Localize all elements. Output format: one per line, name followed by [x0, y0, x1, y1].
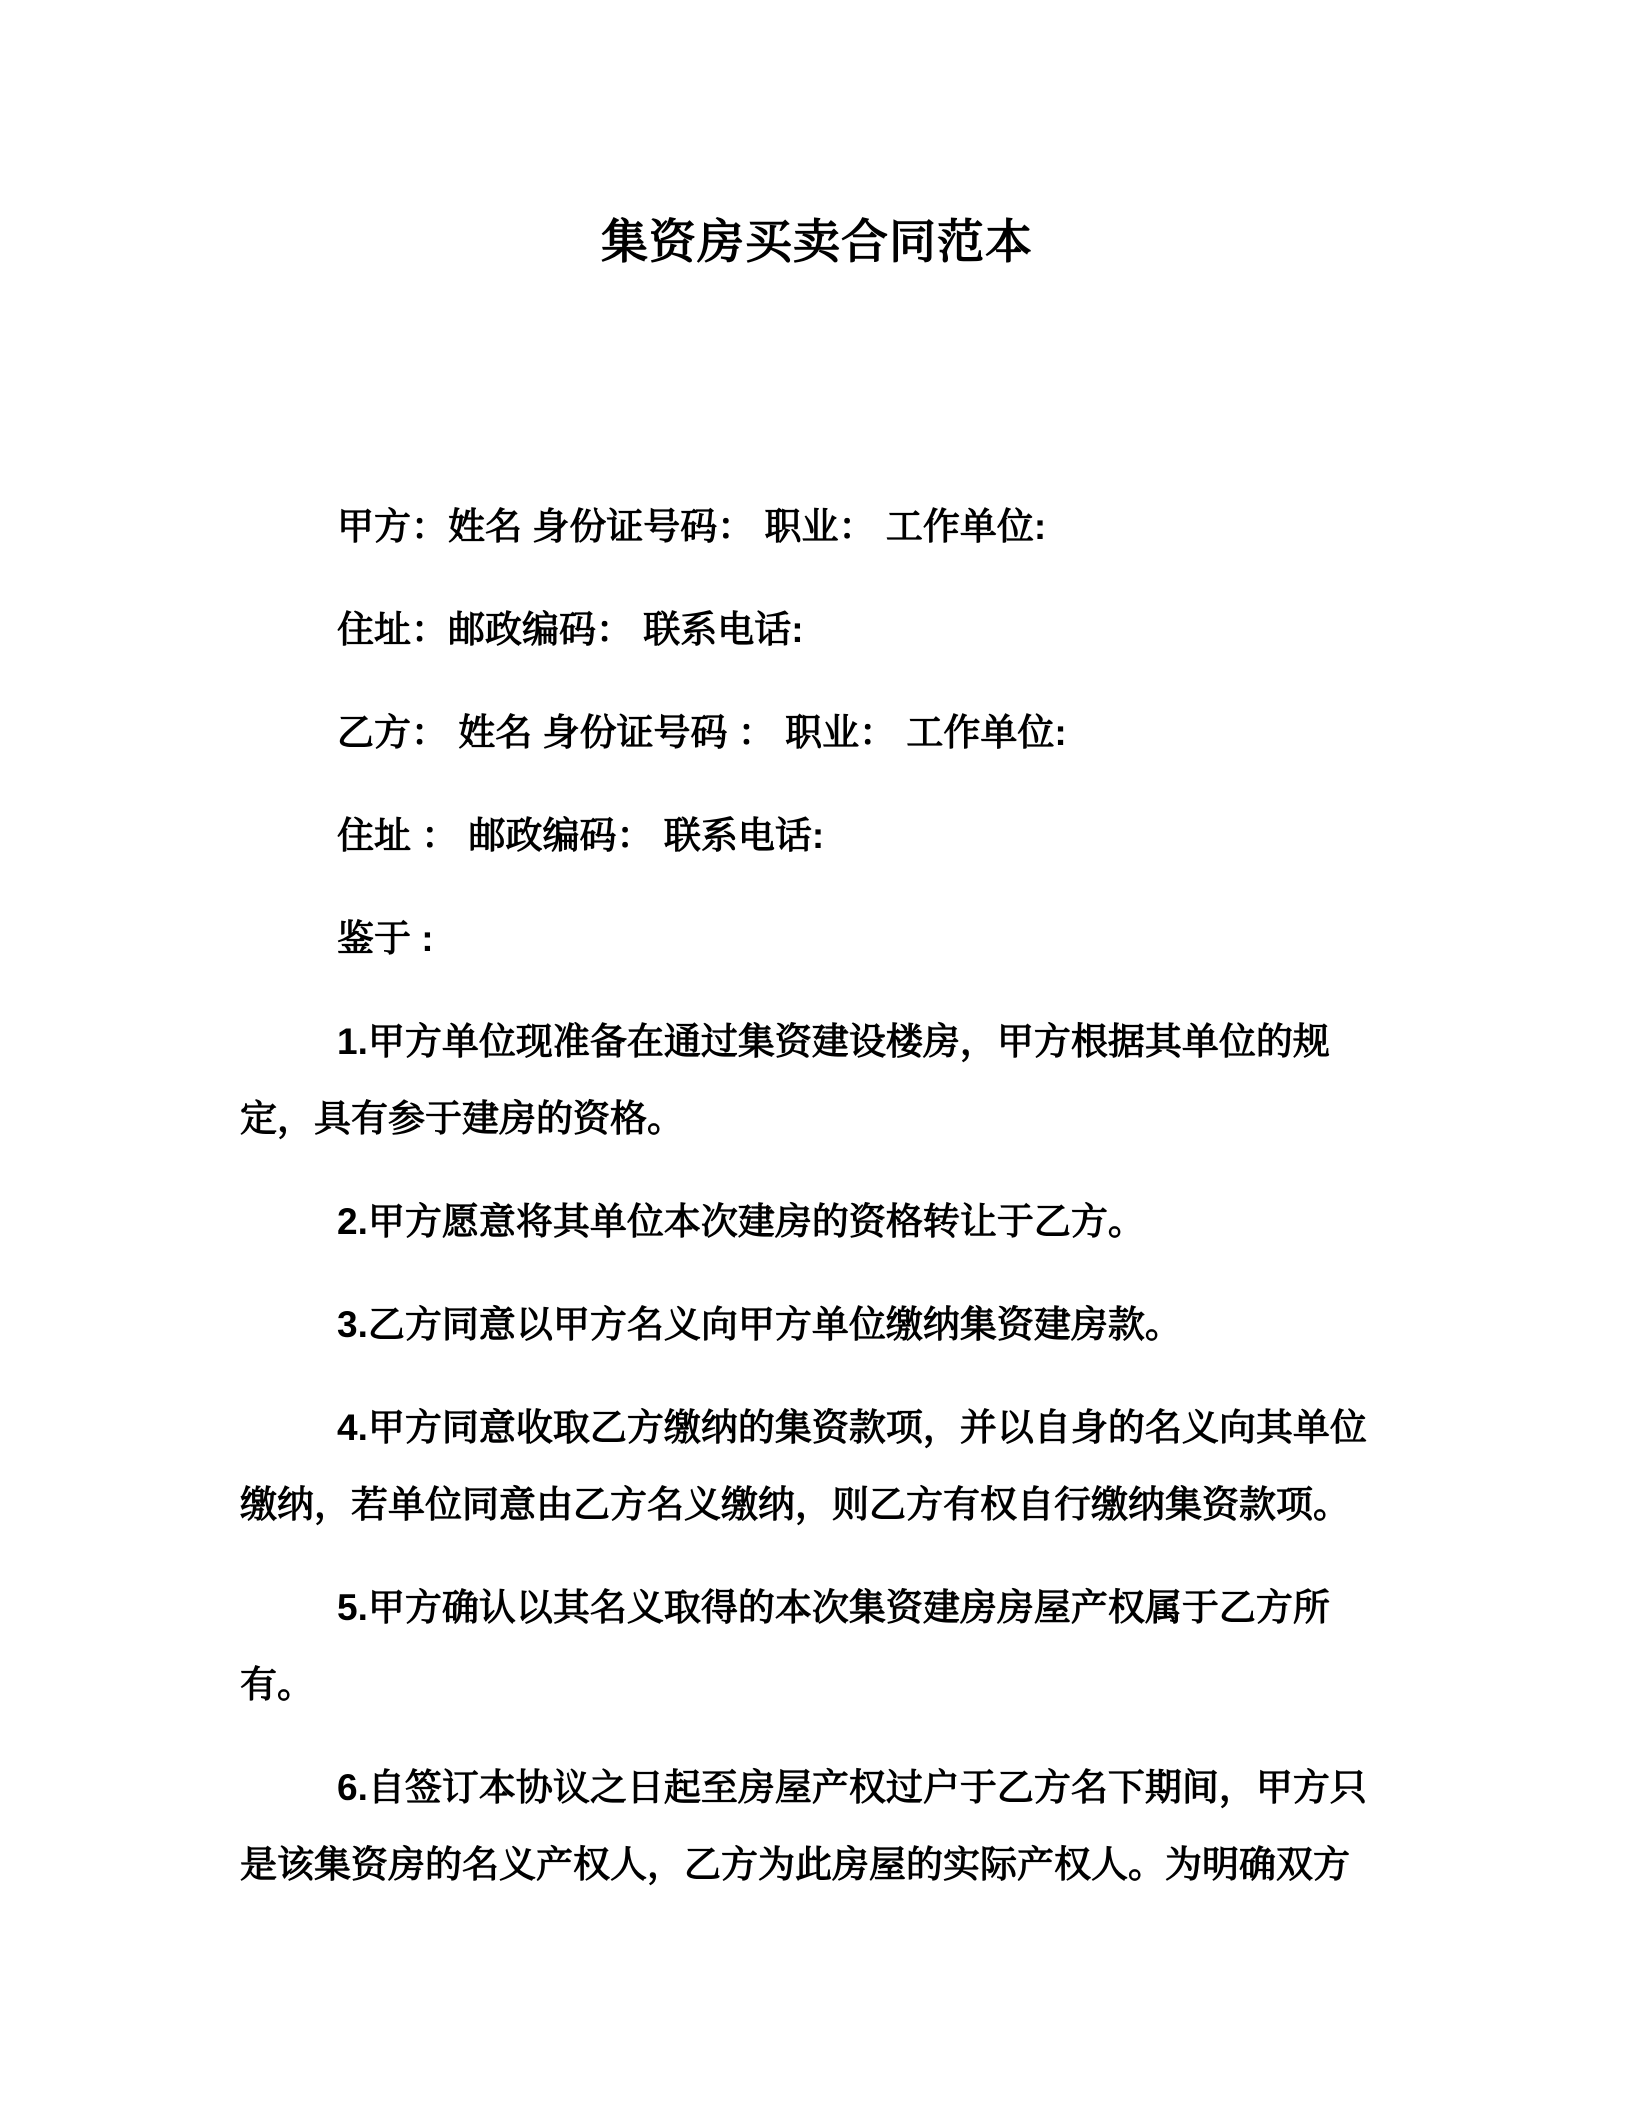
clause-6: 6.自签订本协议之日起至房屋产权过户于乙方名下期间，甲方只是该集资房的名义产权人，乙方为此房屋的实际产权人。为明确双方	[240, 1767, 1367, 1885]
clause-3: 3.乙方同意以甲方名义向甲方单位缴纳集资建房款。	[337, 1304, 1182, 1345]
clause-2: 2.甲方愿意将其单位本次建房的资格转让于乙方。	[337, 1201, 1145, 1242]
party-b-info-line: 乙方： 姓名 身份证号码 ： 职业： 工作单位:	[337, 712, 1067, 753]
clause-1: 1.甲方单位现准备在通过集资建设楼房，甲方根据其单位的规定，具有参于建房的资格。	[240, 1021, 1330, 1139]
party-a-address-line: 住址：邮政编码： 联系电话:	[337, 609, 804, 650]
clause-5: 5.甲方确认以其名义取得的本次集资建房房屋产权属于乙方所有。	[240, 1587, 1330, 1705]
clause-4: 4.甲方同意收取乙方缴纳的集资款项，并以自身的名义向其单位缴纳，若单位同意由乙方名义缴纳，则乙方有权自行缴纳集资款项。	[240, 1407, 1367, 1525]
party-a-info-line: 甲方：姓名 身份证号码： 职业： 工作单位:	[337, 506, 1047, 547]
whereas-label: 鉴于 :	[337, 918, 434, 959]
party-b-address-line: 住址 ： 邮政编码： 联系电话:	[337, 815, 825, 856]
document-title: 集资房买卖合同范本	[601, 215, 1033, 268]
